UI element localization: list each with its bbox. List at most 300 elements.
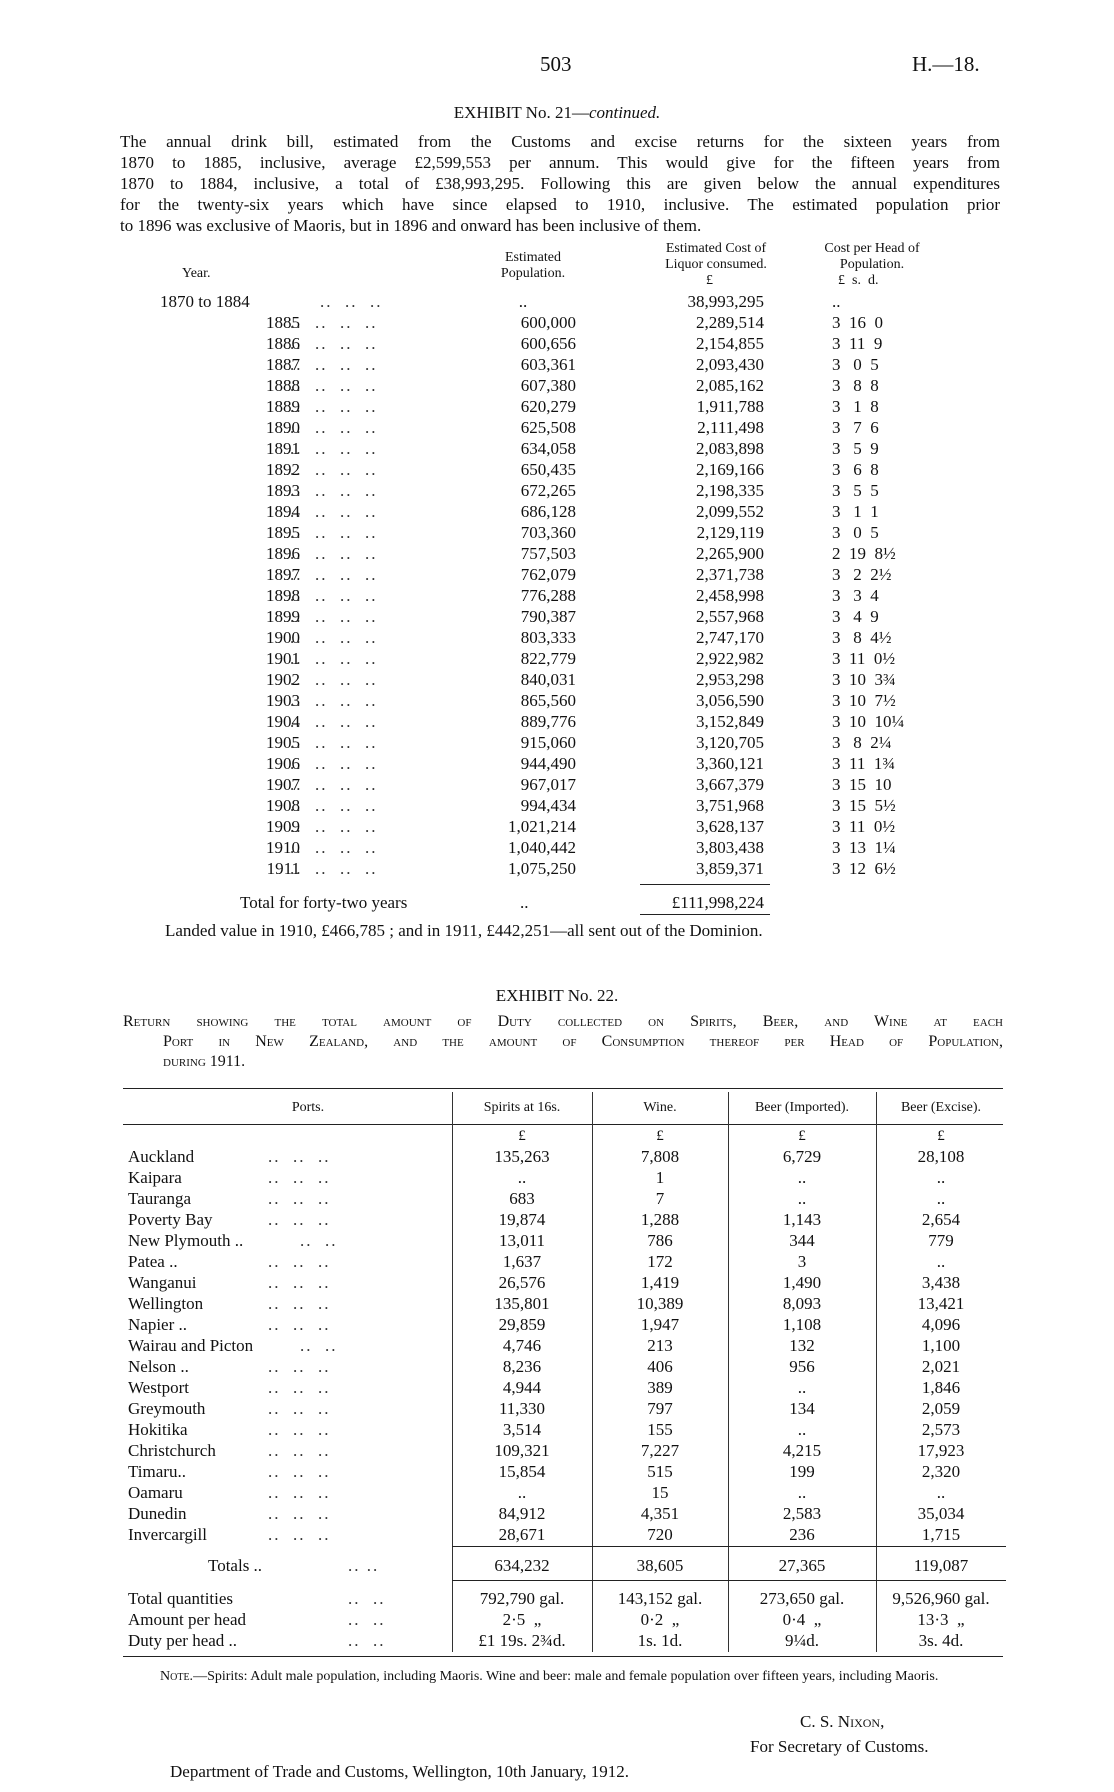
intro-line: 1870 to 1884, inclusive, a total of £38,993,295. Following this are given below the annual expenditures bbox=[120, 174, 1000, 193]
column-header-year: Year. bbox=[182, 266, 211, 281]
leader-dots: .. .. .. .. bbox=[290, 523, 378, 542]
column-unit-per-head: £ s. d. bbox=[838, 273, 879, 288]
beer-excise-cell: 28,108 bbox=[917, 1147, 965, 1166]
per-head-cell: 3 1 8 bbox=[832, 397, 879, 416]
table-row bbox=[0, 460, 1114, 481]
beer-imported-cell: 1,108 bbox=[782, 1315, 822, 1334]
spirits-cell: 15,854 bbox=[498, 1462, 546, 1481]
beer-excise-cell: 13·3 „ bbox=[917, 1610, 965, 1629]
table-row bbox=[0, 334, 1114, 355]
year-cell: 1886 bbox=[266, 334, 300, 353]
beer-excise-cell: .. bbox=[936, 1483, 946, 1502]
year-cell: 1888 bbox=[266, 376, 300, 395]
wine-cell: 7 bbox=[655, 1189, 665, 1208]
year-cell: 1891 bbox=[266, 439, 300, 458]
beer-excise-cell: .. bbox=[936, 1168, 946, 1187]
cost-cell: 2,458,998 bbox=[696, 586, 764, 605]
table-row bbox=[0, 628, 1114, 649]
per-head-cell: 3 5 5 bbox=[832, 481, 879, 500]
leader-dots: .. .. .. .. bbox=[290, 628, 378, 647]
population-cell: 889,776 bbox=[520, 712, 576, 731]
column-header-population: Estimated Population. bbox=[500, 250, 566, 281]
wine-cell: 1,419 bbox=[640, 1273, 680, 1292]
population-cell: .. bbox=[518, 292, 528, 311]
spirits-cell: 13,011 bbox=[498, 1231, 546, 1250]
beer-excise-cell: 35,034 bbox=[917, 1504, 965, 1523]
table-row bbox=[0, 712, 1114, 733]
table-row bbox=[0, 1420, 1114, 1441]
beer-imported-cell: 1,143 bbox=[782, 1210, 822, 1229]
population-cell: 634,058 bbox=[520, 439, 576, 458]
leader-dots: .. .. .. .. bbox=[290, 754, 378, 773]
year-cell: 1905 bbox=[266, 733, 300, 752]
totals-beer-imported: 27,365 bbox=[778, 1556, 826, 1575]
unit-beer-imported: £ bbox=[798, 1128, 806, 1144]
spirits-cell: 135,801 bbox=[494, 1294, 550, 1313]
spirits-cell: £1 19s. 2¾d. bbox=[478, 1631, 566, 1650]
beer-excise-cell: 2,573 bbox=[921, 1420, 961, 1439]
port-name-cell: Auckland bbox=[128, 1147, 195, 1166]
spirits-cell: 2·5 „ bbox=[502, 1610, 542, 1629]
year-cell: 1908 bbox=[266, 796, 300, 815]
cost-cell: 3,120,705 bbox=[696, 733, 764, 752]
table-row bbox=[0, 670, 1114, 691]
port-name-cell: Oamaru bbox=[128, 1483, 183, 1502]
leader-dots: .. .. .. bbox=[268, 1420, 331, 1439]
population-cell: 600,000 bbox=[520, 313, 576, 332]
duty-table bbox=[0, 1147, 1114, 1547]
port-name-cell: Wanganui bbox=[128, 1273, 197, 1292]
cost-cell: 1,911,788 bbox=[696, 397, 764, 416]
leader-dots: .. .. .. .. bbox=[290, 712, 378, 731]
port-name-cell: Nelson .. bbox=[128, 1357, 189, 1376]
leader-dots: .. .. .. .. bbox=[290, 376, 378, 395]
leader-dots: .. .. .. bbox=[268, 1504, 331, 1523]
leader-dots: .. .. .. bbox=[268, 1483, 331, 1502]
cost-cell: 3,360,121 bbox=[696, 754, 764, 773]
year-cell: 1896 bbox=[266, 544, 300, 563]
table-row bbox=[0, 691, 1114, 712]
beer-excise-cell: 9,526,960 gal. bbox=[892, 1589, 990, 1608]
table-row bbox=[0, 733, 1114, 754]
per-head-cell: 3 5 9 bbox=[832, 439, 879, 458]
exhibit-22-title: EXHIBIT No. 22. bbox=[495, 986, 619, 1005]
wine-cell: 786 bbox=[647, 1231, 673, 1250]
beer-imported-cell: 3 bbox=[797, 1252, 807, 1271]
unit-beer-excise: £ bbox=[937, 1128, 945, 1144]
wine-cell: 4,351 bbox=[640, 1504, 680, 1523]
exhibit-21-title-text: EXHIBIT No. 21— bbox=[453, 103, 589, 122]
beer-imported-cell: 273,650 gal. bbox=[759, 1589, 845, 1608]
population-cell: 600,656 bbox=[520, 334, 576, 353]
wine-cell: 515 bbox=[647, 1462, 673, 1481]
table-row bbox=[0, 397, 1114, 418]
beer-excise-cell: 3s. 4d. bbox=[918, 1631, 964, 1650]
per-head-cell: 3 15 5½ bbox=[832, 796, 896, 815]
per-head-cell: 3 11 0½ bbox=[832, 649, 896, 668]
population-cell: 620,279 bbox=[520, 397, 576, 416]
beer-excise-cell: 1,100 bbox=[921, 1336, 961, 1355]
wine-cell: 7,227 bbox=[640, 1441, 680, 1460]
port-name-cell: Wairau and Picton bbox=[128, 1336, 254, 1355]
cost-cell: 3,751,968 bbox=[696, 796, 764, 815]
year-cell: 1889 bbox=[266, 397, 300, 416]
population-cell: 944,490 bbox=[520, 754, 576, 773]
spirits-cell: .. bbox=[517, 1168, 527, 1187]
year-cell: 1894 bbox=[266, 502, 300, 521]
table-row bbox=[0, 1147, 1114, 1168]
population-cell: 672,265 bbox=[520, 481, 576, 500]
total-dots: .. bbox=[520, 893, 529, 912]
table-row bbox=[0, 1168, 1114, 1189]
table-row bbox=[0, 1399, 1114, 1420]
port-name-cell: New Plymouth .. bbox=[128, 1231, 244, 1250]
document-reference: H.—18. bbox=[912, 52, 980, 76]
summary-label: Amount per head bbox=[128, 1610, 247, 1629]
wine-cell: 15 bbox=[651, 1483, 669, 1502]
leader-dots: .. .. .. .. bbox=[290, 460, 378, 479]
table-row bbox=[0, 838, 1114, 859]
spirits-cell: 19,874 bbox=[498, 1210, 546, 1229]
population-cell: 1,075,250 bbox=[508, 859, 576, 878]
per-head-cell: 3 3 4 bbox=[832, 586, 879, 605]
exhibit-21-intro bbox=[120, 131, 1000, 236]
total-value: £111,998,224 bbox=[671, 893, 764, 912]
totals-spirits: 634,232 bbox=[494, 1556, 550, 1575]
beer-excise-cell: 1,846 bbox=[921, 1378, 961, 1397]
beer-imported-cell: 199 bbox=[789, 1462, 815, 1481]
year-cell: 1887 bbox=[266, 355, 300, 374]
table-row bbox=[0, 607, 1114, 628]
summary-label: Duty per head .. bbox=[128, 1631, 238, 1650]
leader-dots: .. .. .. .. bbox=[290, 691, 378, 710]
per-head-cell: 3 12 6½ bbox=[832, 859, 896, 878]
total-rule bbox=[640, 884, 770, 885]
unit-spirits: £ bbox=[518, 1128, 526, 1144]
cost-cell: 2,093,430 bbox=[696, 355, 764, 374]
table-row bbox=[0, 523, 1114, 544]
table-row bbox=[0, 1273, 1114, 1294]
cost-cell: 3,152,849 bbox=[696, 712, 764, 731]
wine-cell: 0·2 „ bbox=[640, 1610, 680, 1629]
spirits-cell: 3,514 bbox=[502, 1420, 542, 1439]
cost-cell: 2,953,298 bbox=[696, 670, 764, 689]
wine-cell: 797 bbox=[647, 1399, 673, 1418]
beer-imported-cell: .. bbox=[797, 1168, 807, 1187]
cost-cell: 2,154,855 bbox=[696, 334, 764, 353]
beer-imported-cell: 8,093 bbox=[782, 1294, 822, 1313]
beer-imported-cell: 9¼d. bbox=[785, 1631, 819, 1650]
cost-cell: 3,667,379 bbox=[696, 775, 764, 794]
port-name-cell: Poverty Bay bbox=[128, 1210, 213, 1229]
wine-cell: 143,152 gal. bbox=[617, 1589, 703, 1608]
table-row bbox=[0, 1294, 1114, 1315]
beer-excise-cell: 2,320 bbox=[921, 1462, 961, 1481]
table-row bbox=[0, 775, 1114, 796]
intro-line: to 1896 was exclusive of Maoris, but in 1896 and onward has been inclusive of them. bbox=[120, 216, 702, 235]
port-name-cell: Invercargill bbox=[128, 1525, 207, 1544]
port-name-cell: Tauranga bbox=[128, 1189, 191, 1208]
beer-imported-cell: 2,583 bbox=[782, 1504, 822, 1523]
cost-cell: 3,056,590 bbox=[696, 691, 764, 710]
table-row bbox=[0, 1336, 1114, 1357]
table-row bbox=[0, 292, 1114, 313]
population-cell: 757,503 bbox=[520, 544, 576, 563]
leader-dots: .. .. .. .. bbox=[290, 313, 378, 332]
spirits-cell: 29,859 bbox=[498, 1315, 546, 1334]
port-name-cell: Westport bbox=[128, 1378, 189, 1397]
leader-dots: .. .. .. bbox=[268, 1273, 331, 1292]
leader-dots: .. .. bbox=[300, 1231, 338, 1250]
cost-cell: 2,111,498 bbox=[697, 418, 764, 437]
population-cell: 967,017 bbox=[520, 775, 576, 794]
wine-cell: 1 bbox=[655, 1168, 665, 1187]
table-row bbox=[0, 1210, 1114, 1231]
per-head-cell: 3 16 0 bbox=[832, 313, 883, 332]
year-cell: 1906 bbox=[266, 754, 300, 773]
leader-dots: .. .. .. .. bbox=[290, 502, 378, 521]
leader-dots: .. .. .. bbox=[268, 1189, 331, 1208]
per-head-cell: 2 19 8½ bbox=[832, 544, 896, 563]
leader-dots: .. .. .. .. bbox=[290, 397, 378, 416]
year-cell: 1902 bbox=[266, 670, 300, 689]
per-head-cell: 3 4 9 bbox=[832, 607, 879, 626]
cost-cell: 2,169,166 bbox=[696, 460, 764, 479]
port-name-cell: Napier .. bbox=[128, 1315, 188, 1334]
header-bottom-rule bbox=[123, 1124, 1003, 1125]
beer-imported-cell: .. bbox=[797, 1420, 807, 1439]
totals-wine: 38,605 bbox=[636, 1556, 684, 1575]
table-note bbox=[120, 1668, 1010, 1685]
table-row bbox=[0, 502, 1114, 523]
port-name-cell: Patea .. bbox=[128, 1252, 178, 1271]
leader-dots: .. .. .. .. bbox=[290, 586, 378, 605]
cost-cell: 3,803,438 bbox=[696, 838, 764, 857]
leader-dots: .. .. .. .. bbox=[290, 334, 378, 353]
leader-dots: .. .. .. bbox=[268, 1441, 331, 1460]
return-title-line: Return showing the total amount of Duty collected on Spirits, Beer, and Wine at each bbox=[123, 1013, 1003, 1030]
population-cell: 625,508 bbox=[520, 418, 576, 437]
beer-imported-cell: 6,729 bbox=[782, 1147, 822, 1166]
totals-rule bbox=[452, 1546, 1006, 1547]
spirits-cell: 792,790 gal. bbox=[479, 1589, 565, 1608]
population-cell: 762,079 bbox=[520, 565, 576, 584]
table-row bbox=[0, 1378, 1114, 1399]
port-name-cell: Hokitika bbox=[128, 1420, 188, 1439]
wine-cell: 389 bbox=[647, 1378, 673, 1397]
per-head-cell: .. bbox=[832, 292, 841, 311]
population-cell: 603,361 bbox=[520, 355, 576, 374]
beer-imported-cell: .. bbox=[797, 1483, 807, 1502]
leader-dots: .. .. .. bbox=[268, 1252, 331, 1271]
table-row bbox=[0, 565, 1114, 586]
port-name-cell: Timaru.. bbox=[128, 1462, 186, 1481]
beer-excise-cell: .. bbox=[936, 1189, 946, 1208]
column-header-wine: Wine. bbox=[643, 1100, 677, 1115]
leader-dots: .. .. .. .. bbox=[290, 607, 378, 626]
table-row bbox=[0, 1189, 1114, 1210]
wine-cell: 1,947 bbox=[640, 1315, 680, 1334]
beer-excise-cell: 779 bbox=[928, 1231, 954, 1250]
per-head-cell: 3 6 8 bbox=[832, 460, 879, 479]
return-title-line: during 1911. bbox=[163, 1053, 246, 1070]
drink-bill-table bbox=[0, 292, 1114, 892]
leader-dots: .. .. .. .. bbox=[290, 544, 378, 563]
port-name-cell: Wellington bbox=[128, 1294, 204, 1313]
exhibit-21-title bbox=[0, 103, 1114, 123]
population-cell: 803,333 bbox=[520, 628, 576, 647]
table-row bbox=[0, 796, 1114, 817]
intro-line: The annual drink bill, estimated from the Customs and excise returns for the sixteen years from bbox=[120, 132, 1000, 151]
table-row bbox=[0, 1441, 1114, 1462]
column-header-beer-excise: Beer (Excise). bbox=[900, 1100, 982, 1115]
leader-dots: .. .. .. .. bbox=[290, 817, 378, 836]
year-cell: 1900 bbox=[266, 628, 300, 647]
cost-cell: 2,557,968 bbox=[696, 607, 764, 626]
return-title bbox=[123, 1012, 1003, 1072]
totals-dots: .. .. bbox=[348, 1556, 380, 1575]
cost-cell: 2,099,552 bbox=[696, 502, 764, 521]
summary-label: Total quantities bbox=[128, 1589, 234, 1608]
per-head-cell: 3 1 1 bbox=[832, 502, 879, 521]
per-head-cell: 3 11 0½ bbox=[832, 817, 896, 836]
year-cell: 1885 bbox=[266, 313, 300, 332]
leader-dots: .. .. .. .. bbox=[290, 649, 378, 668]
table-row bbox=[0, 376, 1114, 397]
leader-dots: .. .. bbox=[348, 1589, 386, 1608]
table-top-rule bbox=[123, 1088, 1003, 1089]
beer-imported-cell: 1,490 bbox=[782, 1273, 822, 1292]
spirits-cell: 11,330 bbox=[498, 1399, 546, 1418]
table-row bbox=[0, 1252, 1114, 1273]
table-row bbox=[0, 649, 1114, 670]
beer-imported-cell: 956 bbox=[789, 1357, 815, 1376]
year-cell: 1870 to 1884 bbox=[160, 292, 250, 311]
year-cell: 1893 bbox=[266, 481, 300, 500]
year-cell: 1910 bbox=[266, 838, 300, 857]
cost-cell: 38,993,295 bbox=[687, 292, 764, 311]
summary-row bbox=[0, 1610, 1114, 1631]
column-header-ports: Ports. bbox=[291, 1100, 325, 1115]
year-cell: 1895 bbox=[266, 523, 300, 542]
table-row bbox=[0, 418, 1114, 439]
spirits-cell: 26,576 bbox=[498, 1273, 546, 1292]
note-text: —Spirits: Adult male population, including Maoris. Wine and beer: male and female population over fifteen years, including Maoris. bbox=[193, 1669, 939, 1684]
leader-dots: .. .. .. .. bbox=[290, 481, 378, 500]
beer-excise-cell: 1,715 bbox=[921, 1525, 961, 1544]
table-row bbox=[0, 817, 1114, 838]
table-row bbox=[0, 313, 1114, 334]
population-cell: 822,779 bbox=[520, 649, 576, 668]
spirits-cell: 1,637 bbox=[502, 1252, 542, 1271]
wine-cell: 172 bbox=[647, 1252, 673, 1271]
year-cell: 1909 bbox=[266, 817, 300, 836]
population-cell: 686,128 bbox=[520, 502, 576, 521]
leader-dots: .. .. .. bbox=[268, 1525, 331, 1544]
wine-cell: 406 bbox=[647, 1357, 673, 1376]
summary-table bbox=[0, 1589, 1114, 1659]
leader-dots: .. .. .. bbox=[268, 1315, 331, 1334]
cost-cell: 2,371,738 bbox=[696, 565, 764, 584]
table-row bbox=[0, 1483, 1114, 1504]
per-head-cell: 3 7 6 bbox=[832, 418, 879, 437]
per-head-cell: 3 0 5 bbox=[832, 355, 879, 374]
wine-cell: 7,808 bbox=[640, 1147, 680, 1166]
leader-dots: .. .. .. bbox=[268, 1399, 331, 1418]
leader-dots: .. .. .. .. bbox=[290, 775, 378, 794]
port-name-cell: Dunedin bbox=[128, 1504, 187, 1523]
beer-imported-cell: 0·4 „ bbox=[782, 1610, 822, 1629]
column-header-per-head: Cost per Head of Population. bbox=[824, 241, 920, 272]
per-head-cell: 3 10 7½ bbox=[832, 691, 896, 710]
population-cell: 915,060 bbox=[520, 733, 576, 752]
spirits-cell: .. bbox=[517, 1483, 527, 1502]
port-name-cell: Kaipara bbox=[128, 1168, 182, 1187]
total-underline bbox=[640, 914, 770, 915]
beer-imported-cell: 236 bbox=[789, 1525, 815, 1544]
leader-dots: .. .. .. .. bbox=[290, 838, 378, 857]
table-row bbox=[0, 481, 1114, 502]
table-row bbox=[0, 439, 1114, 460]
total-label: Total for forty-two years bbox=[240, 893, 408, 912]
beer-imported-cell: .. bbox=[797, 1189, 807, 1208]
intro-line: for the twenty-six years which have since elapsed to 1910, inclusive. The estimated population prior bbox=[120, 195, 1000, 214]
spirits-cell: 135,263 bbox=[494, 1147, 550, 1166]
leader-dots: .. .. .. bbox=[320, 292, 383, 311]
leader-dots: .. .. .. bbox=[268, 1210, 331, 1229]
beer-excise-cell: 2,059 bbox=[921, 1399, 961, 1418]
leader-dots: .. .. .. .. bbox=[290, 796, 378, 815]
table-row bbox=[0, 859, 1114, 880]
table-row bbox=[0, 544, 1114, 565]
leader-dots: .. .. .. bbox=[268, 1378, 331, 1397]
beer-excise-cell: 3,438 bbox=[921, 1273, 961, 1292]
year-cell: 1890 bbox=[266, 418, 300, 437]
beer-imported-cell: .. bbox=[797, 1378, 807, 1397]
leader-dots: .. .. .. .. bbox=[290, 565, 378, 584]
leader-dots: .. .. .. bbox=[268, 1294, 331, 1313]
leader-dots: .. .. .. bbox=[268, 1462, 331, 1481]
leader-dots: .. .. .. .. bbox=[290, 670, 378, 689]
port-name-cell: Greymouth bbox=[128, 1399, 206, 1418]
population-cell: 776,288 bbox=[520, 586, 576, 605]
table-row bbox=[0, 1315, 1114, 1336]
beer-excise-cell: 13,421 bbox=[917, 1294, 965, 1313]
exhibit-21-continued: continued. bbox=[588, 103, 661, 122]
spirits-cell: 4,944 bbox=[502, 1378, 542, 1397]
summary-row bbox=[0, 1631, 1114, 1652]
wine-cell: 720 bbox=[647, 1525, 673, 1544]
column-unit-cost: £ bbox=[706, 273, 713, 288]
year-cell: 1899 bbox=[266, 607, 300, 626]
beer-excise-cell: 2,021 bbox=[921, 1357, 961, 1376]
year-cell: 1897 bbox=[266, 565, 300, 584]
per-head-cell: 3 2 2½ bbox=[832, 565, 892, 584]
population-cell: 865,560 bbox=[520, 691, 576, 710]
beer-excise-cell: 17,923 bbox=[917, 1441, 965, 1460]
population-cell: 1,021,214 bbox=[508, 817, 576, 836]
leader-dots: .. .. .. .. bbox=[290, 859, 378, 878]
per-head-cell: 3 10 3¾ bbox=[832, 670, 896, 689]
year-cell: 1907 bbox=[266, 775, 300, 794]
page-number: 503 bbox=[540, 52, 572, 76]
return-title-line: Port in New Zealand, and the amount of Consumption thereof per Head of Population, bbox=[163, 1033, 1003, 1050]
beer-imported-cell: 4,215 bbox=[782, 1441, 822, 1460]
intro-line: 1870 to 1885, inclusive, average £2,599,553 per annum. This would give for the fifteen years from bbox=[120, 153, 1000, 172]
cost-cell: 2,083,898 bbox=[696, 439, 764, 458]
table-row bbox=[0, 1525, 1114, 1546]
table-bottom-rule bbox=[123, 1656, 1003, 1657]
